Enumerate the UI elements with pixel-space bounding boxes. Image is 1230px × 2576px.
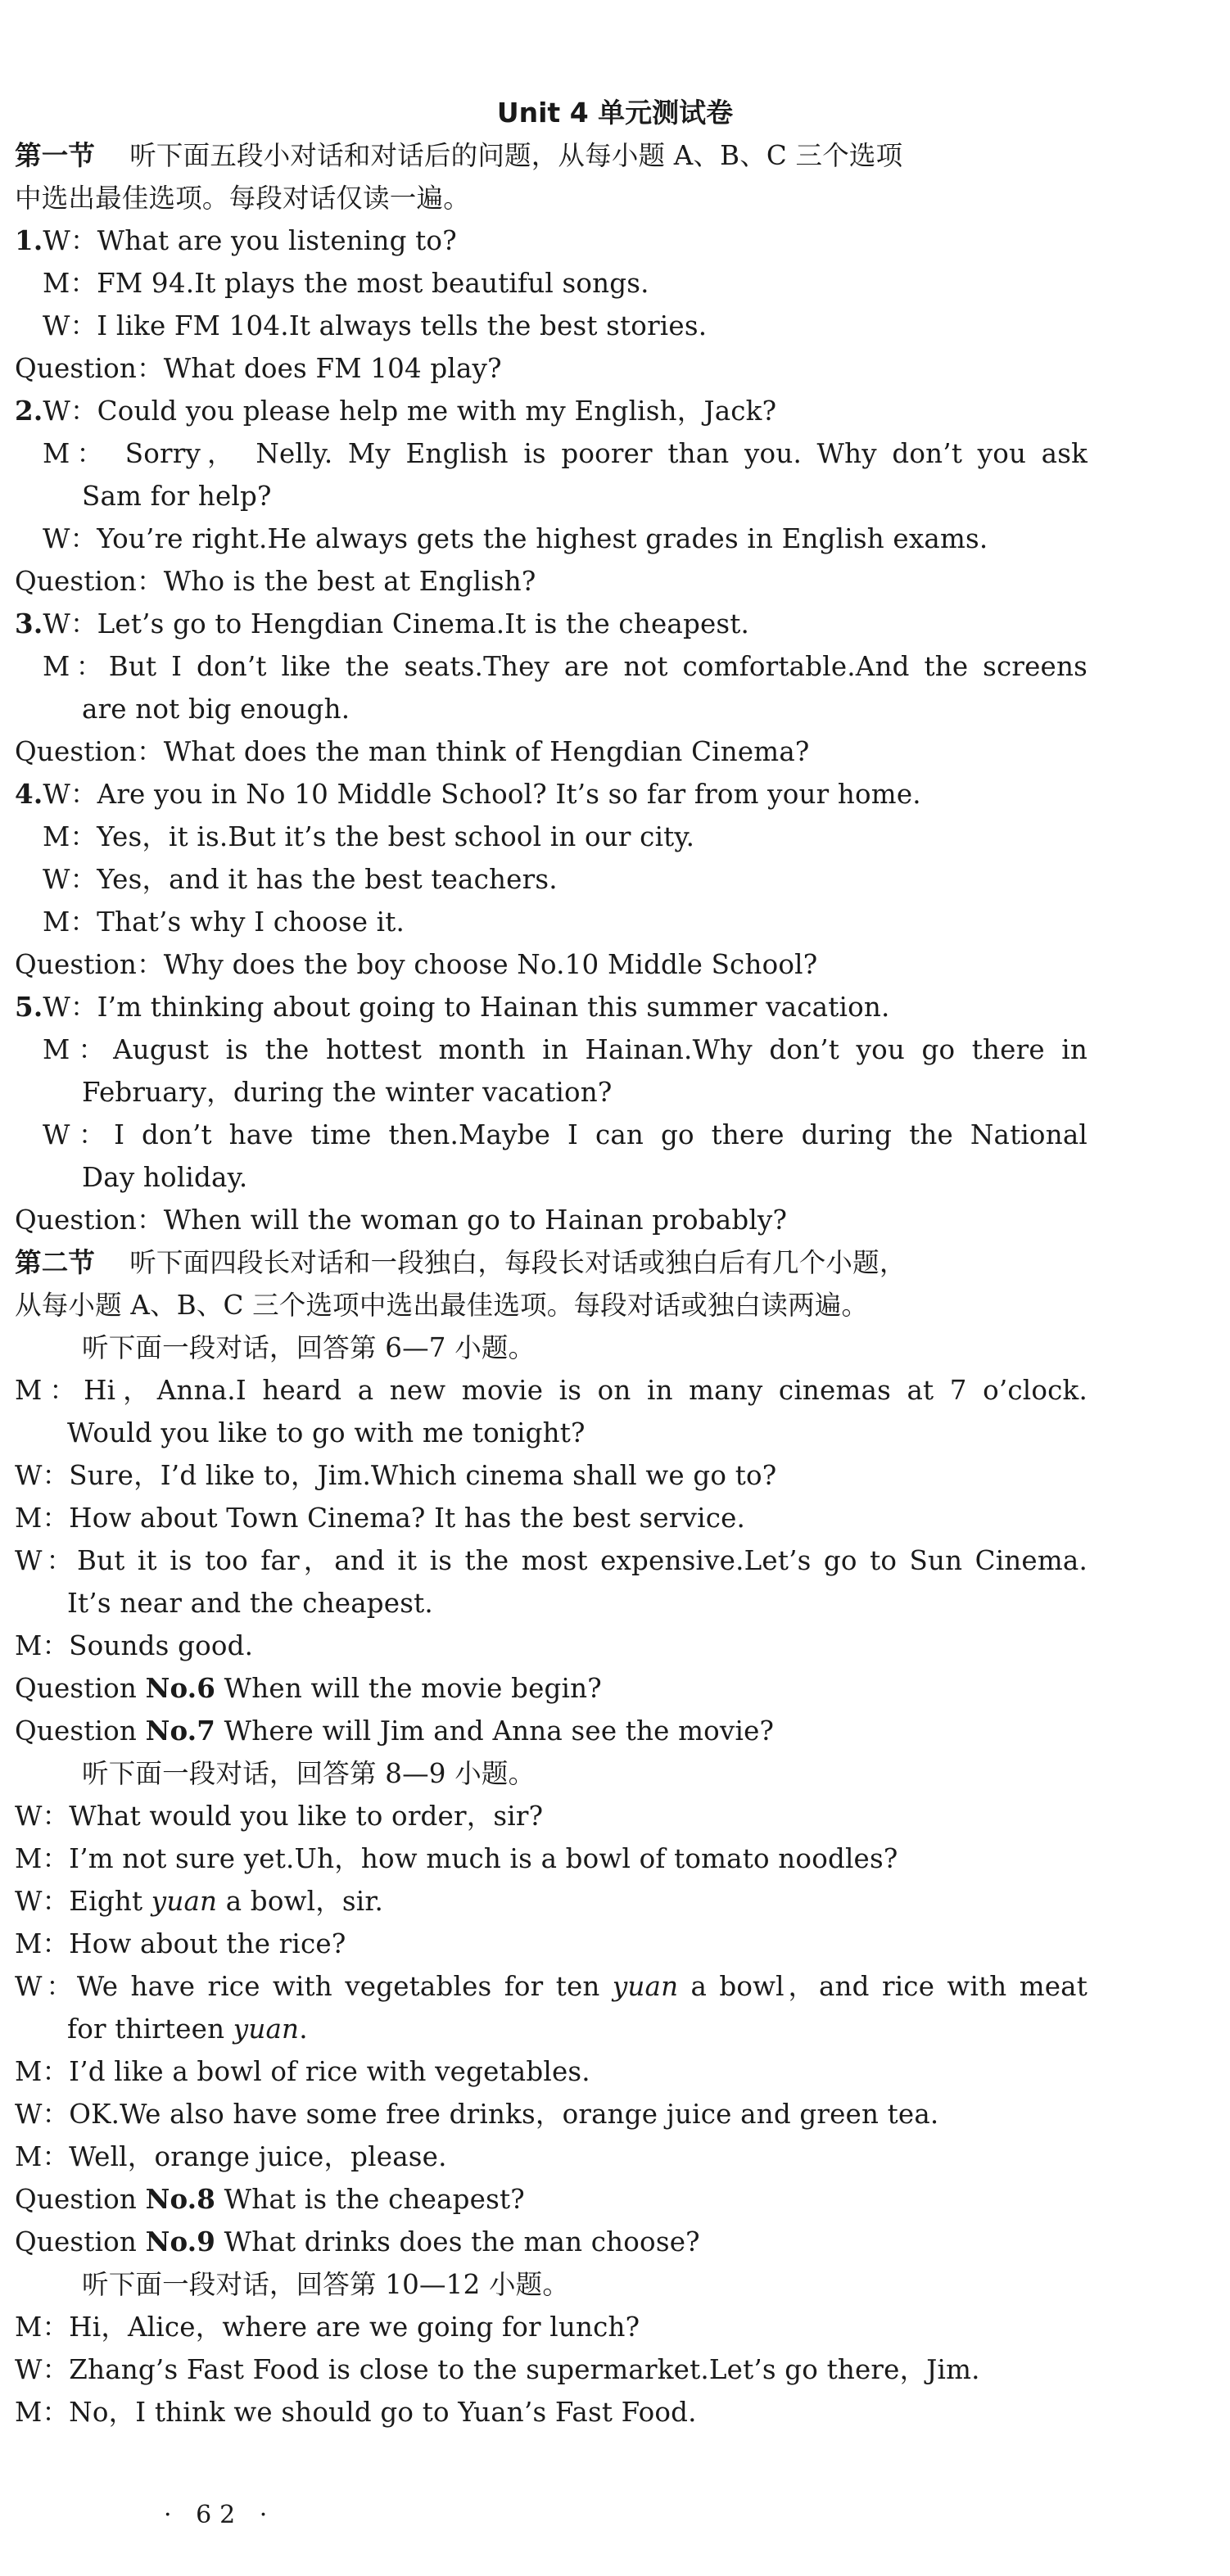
dialogue1-line3: W：I like FM 104.It always tells the best stories. xyxy=(43,310,708,341)
conversation2-intro: 听下面一段对话，回答第 8—9 小题。 xyxy=(82,1758,536,1789)
dialogue3-line2b: are not big enough. xyxy=(82,694,350,725)
dialogue5-line3b: Day holiday. xyxy=(82,1162,248,1193)
question-text: What drinks does the man choose? xyxy=(215,2226,700,2257)
dialogue2-line1 xyxy=(15,390,776,432)
question-number: 4. xyxy=(15,778,43,810)
section1-instruction-line2: 中选出最佳选项。每段对话仅读一遍。 xyxy=(15,183,470,214)
conversation3-line3: M：No，I think we should go to Yuan’s Fast Food. xyxy=(15,2397,697,2428)
dialogue4-line2: M：Yes，it is.But it’s the best school in our city. xyxy=(43,821,695,852)
dialogue1-line2: M：FM 94.It plays the most beautiful songs. xyxy=(43,268,649,299)
section1-instruction-line1 xyxy=(15,134,902,177)
conversation2-line8: M：Well，orange juice，please. xyxy=(15,2141,447,2172)
question-number: 3. xyxy=(15,608,43,639)
conversation1-line1b: Would you like to go with me tonight? xyxy=(67,1417,586,1448)
dialogue-text: W：What are you listening to? xyxy=(43,225,457,256)
section1-instruction-text1: 听下面五段小对话和对话后的问题，从每小题 A、B、C 三个选项 xyxy=(129,140,903,171)
section1-heading: 第一节 xyxy=(15,140,96,171)
dialogue-text: a bowl，sir. xyxy=(217,1886,384,1917)
dialogue-text: W：Could you please help me with my English，Jack? xyxy=(43,395,777,427)
dialogue-text: W：Eight xyxy=(15,1886,151,1917)
question-label: Question xyxy=(15,1673,146,1704)
dialogue4-question: Question：Why does the boy choose No.10 Middle School? xyxy=(15,949,818,980)
conversation2-line5b xyxy=(67,2008,308,2050)
conversation2-line7: W：OK.We also have some free drinks，orange juice and green tea. xyxy=(15,2099,939,2130)
dialogue2-question: Question：Who is the best at English? xyxy=(15,566,536,597)
page-title: Unit 4 单元测试卷 xyxy=(496,97,734,129)
conversation1-intro: 听下面一段对话，回答第 6—7 小题。 xyxy=(82,1332,536,1363)
conversation2-line6: M：I’d like a bowl of rice with vegetables. xyxy=(15,2056,590,2087)
dialogue4-line1 xyxy=(15,773,921,816)
dialogue1-line1 xyxy=(15,219,457,262)
dialogue5-line3a: W：I don’t have time then.Maybe I can go there during the National xyxy=(43,1119,1088,1150)
conversation2-line4: M：How about the rice? xyxy=(15,1928,346,1959)
conversation1-line4a: W：But it is too far，and it is the most expensive.Let’s go to Sun Cinema. xyxy=(15,1545,1088,1576)
section2-instruction-text1: 听下面四段长对话和一段独白，每段长对话或独白后有几个小题， xyxy=(129,1247,907,1278)
question-6 xyxy=(15,1667,602,1710)
dialogue-text: for thirteen xyxy=(67,2013,233,2045)
question-text: Where will Jim and Anna see the movie? xyxy=(215,1715,775,1747)
conversation1-line4b: It’s near and the cheapest. xyxy=(67,1588,433,1619)
conversation2-line5a xyxy=(15,1965,1088,2008)
conversation1-line2: W：Sure，I’d like to，Jim.Which cinema shall we go to? xyxy=(15,1460,777,1491)
currency-word: yuan xyxy=(151,1886,218,1917)
question-label: Question xyxy=(15,2184,146,2215)
question-text: When will the movie begin? xyxy=(215,1673,602,1704)
dialogue4-line3: W：Yes，and it has the best teachers. xyxy=(43,864,558,895)
conversation3-line1: M：Hi，Alice，where are we going for lunch? xyxy=(15,2312,640,2343)
dialogue-text: . xyxy=(299,2013,308,2045)
dialogue-text: W：I’m thinking about going to Hainan this summer vacation. xyxy=(43,992,890,1023)
question-7 xyxy=(15,1710,774,1752)
question-number: 2. xyxy=(15,395,43,427)
dialogue1-question: Question：What does FM 104 play? xyxy=(15,353,502,384)
dialogue3-line1 xyxy=(15,603,749,645)
section2-heading: 第二节 xyxy=(15,1247,96,1278)
dialogue-text: W：Are you in No 10 Middle School? It’s so far from your home. xyxy=(43,779,921,810)
dialogue5-line1 xyxy=(15,986,890,1028)
question-9 xyxy=(15,2221,700,2263)
conversation3-line2: W：Zhang’s Fast Food is close to the supermarket.Let’s go there，Jim. xyxy=(15,2354,980,2385)
dialogue5-question: Question：When will the woman go to Hainan probably? xyxy=(15,1204,788,1236)
currency-word: yuan xyxy=(233,2013,300,2045)
question-label: Question xyxy=(15,1715,146,1747)
dialogue3-line2a: M：But I don’t like the seats.They are not comfortable.And the screens xyxy=(43,651,1088,682)
question-number: 5. xyxy=(15,991,43,1023)
question-number: 1. xyxy=(15,224,43,256)
conversation3-intro: 听下面一段对话，回答第 10—12 小题。 xyxy=(82,2269,570,2300)
dialogue3-question: Question：What does the man think of Hengdian Cinema? xyxy=(15,736,810,767)
question-number: No.9 xyxy=(145,2226,216,2257)
question-number: No.8 xyxy=(145,2183,216,2215)
dialogue2-line2b: Sam for help? xyxy=(82,481,272,512)
dialogue-text: a bowl，and rice with meat xyxy=(678,1971,1088,2002)
currency-word: yuan xyxy=(612,1971,679,2002)
dialogue5-line2a: M：August is the hottest month in Hainan.Why don’t you go there in xyxy=(43,1034,1088,1065)
question-number: No.6 xyxy=(145,1672,216,1704)
dialogue-text: W：We have rice with vegetables for ten xyxy=(15,1971,613,2002)
dialogue2-line3: W：You’re right.He always gets the highest grades in English exams. xyxy=(43,523,988,554)
question-number: No.7 xyxy=(145,1715,216,1747)
page-number: · 62 · xyxy=(164,2501,276,2529)
conversation1-line5: M：Sounds good. xyxy=(15,1630,254,1661)
question-label: Question xyxy=(15,2226,146,2257)
dialogue2-line2a: M： Sorry， Nelly. My English is poorer than you. Why don’t you ask xyxy=(43,438,1088,469)
conversation2-line1: W：What would you like to order，sir? xyxy=(15,1801,544,1832)
conversation1-line3: M：How about Town Cinema? It has the best service. xyxy=(15,1503,746,1534)
conversation1-line1a: M：Hi，Anna.I heard a new movie is on in many cinemas at 7 o’clock. xyxy=(15,1375,1088,1406)
question-text: What is the cheapest? xyxy=(215,2184,525,2215)
question-8 xyxy=(15,2178,525,2221)
dialogue4-line4: M：That’s why I choose it. xyxy=(43,906,405,938)
section2-instruction-line1 xyxy=(15,1241,907,1284)
dialogue-text: W：Let’s go to Hengdian Cinema.It is the cheapest. xyxy=(43,608,750,639)
dialogue5-line2b: February，during the winter vacation? xyxy=(82,1077,613,1108)
section2-instruction-line2: 从每小题 A、B、C 三个选项中选出最佳选项。每段对话或独白读两遍。 xyxy=(15,1290,869,1321)
conversation2-line2: M：I’m not sure yet.Uh，how much is a bowl of tomato noodles? xyxy=(15,1843,898,1874)
conversation2-line3 xyxy=(15,1880,383,1923)
